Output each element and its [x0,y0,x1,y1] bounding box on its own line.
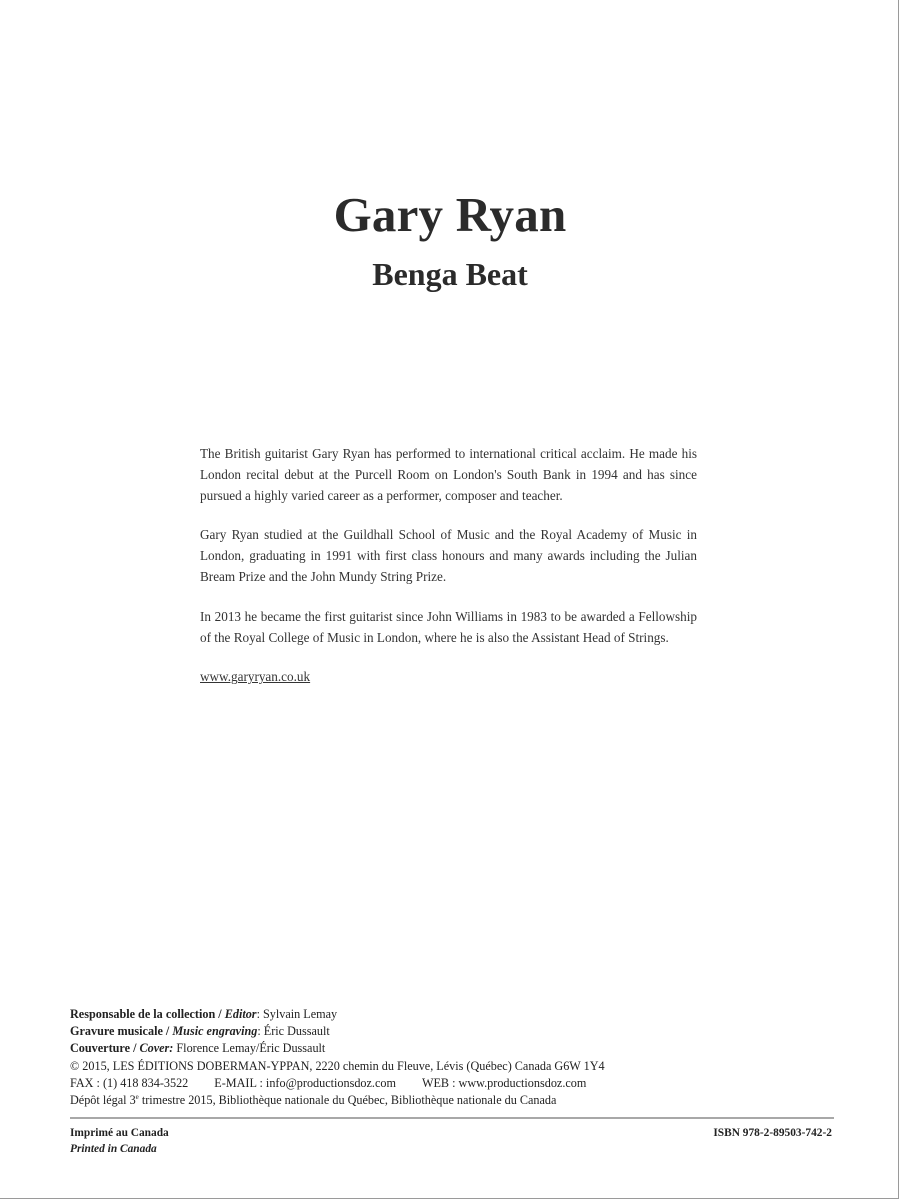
printed-in-french: Imprimé au Canada [70,1127,169,1139]
publication-credits [70,1006,830,1109]
engraving-label-fr: Gravure musicale / [70,1024,170,1039]
footer-divider [70,1117,834,1119]
copyright-line: © 2015, LES ÉDITIONS DOBERMAN-YPPAN, 2220 chemin du Fleuve, Lévis (Québec) Canada G6W 1Y4 [70,1058,605,1073]
contact-line [70,1075,830,1092]
editor-label-en: Editor [224,1007,257,1021]
printed-in-english: Printed in Canada [70,1143,157,1155]
website-link[interactable]: www.garyryan.co.uk [200,669,311,685]
cover-label-en: Cover: [139,1041,174,1056]
cover-name: Florence Lemay/Éric Dussault [176,1041,326,1056]
web-address[interactable]: WEB : www.productionsdoz.com [421,1075,587,1090]
engraving-label-en: Music engraving [172,1024,258,1039]
legal-deposit-line [70,1092,830,1109]
editor-credit: Responsable de la collection / Editor: Sylvain Lemay [70,1007,338,1021]
bio-paragraph-2: Gary Ryan studied at the Guildhall School of Music and the Royal Academy of Music in London, graduating in 1991 with first class honours and many awards including the Julian Bream Prize and the John Mundy String Prize. [200,527,697,584]
cover-credit [70,1040,830,1057]
legal-deposit-superscript: e [135,1092,139,1101]
engraving-name: Éric Dussault [263,1024,330,1039]
legal-deposit-prefix: Dépôt légal 3 [70,1093,136,1108]
isbn-number: ISBN 978-2-89503-742-2 [713,1127,832,1139]
editor-name: Sylvain Lemay [263,1007,338,1021]
bio-paragraph-3: In 2013 he became the first guitarist since John Williams in 1983 to be awarded a Fellowship of the Royal College of Music in London, where he is also the Assistant Head of Strings. [200,608,697,645]
cover-label-fr: Couverture / [70,1041,137,1056]
engraving-credit: Gravure musicale / Music engraving: Éric Dussault [70,1024,330,1039]
fax-number: FAX : (1) 418 834-3522 [70,1075,189,1090]
editor-label-fr: Responsable de la collection / [70,1007,222,1021]
bio-paragraph-1: The British guitarist Gary Ryan has performed to international critical acclaim. He made his London recital debut at the Purcell Room on London's South Bank in 1994 and has since pursued a highly varied career as a performer, composer and teacher. [200,446,697,503]
printed-in [70,1125,169,1157]
email-address[interactable]: E-MAIL : info@productionsdoz.com [214,1075,396,1090]
composer-name: Gary Ryan [333,187,567,242]
work-title: Benga Beat [372,256,528,292]
composer-biography [200,444,697,707]
legal-deposit-text: trimestre 2015, Bibliothèque nationale du Québec, Bibliothèque nationale du Canada [138,1093,557,1108]
